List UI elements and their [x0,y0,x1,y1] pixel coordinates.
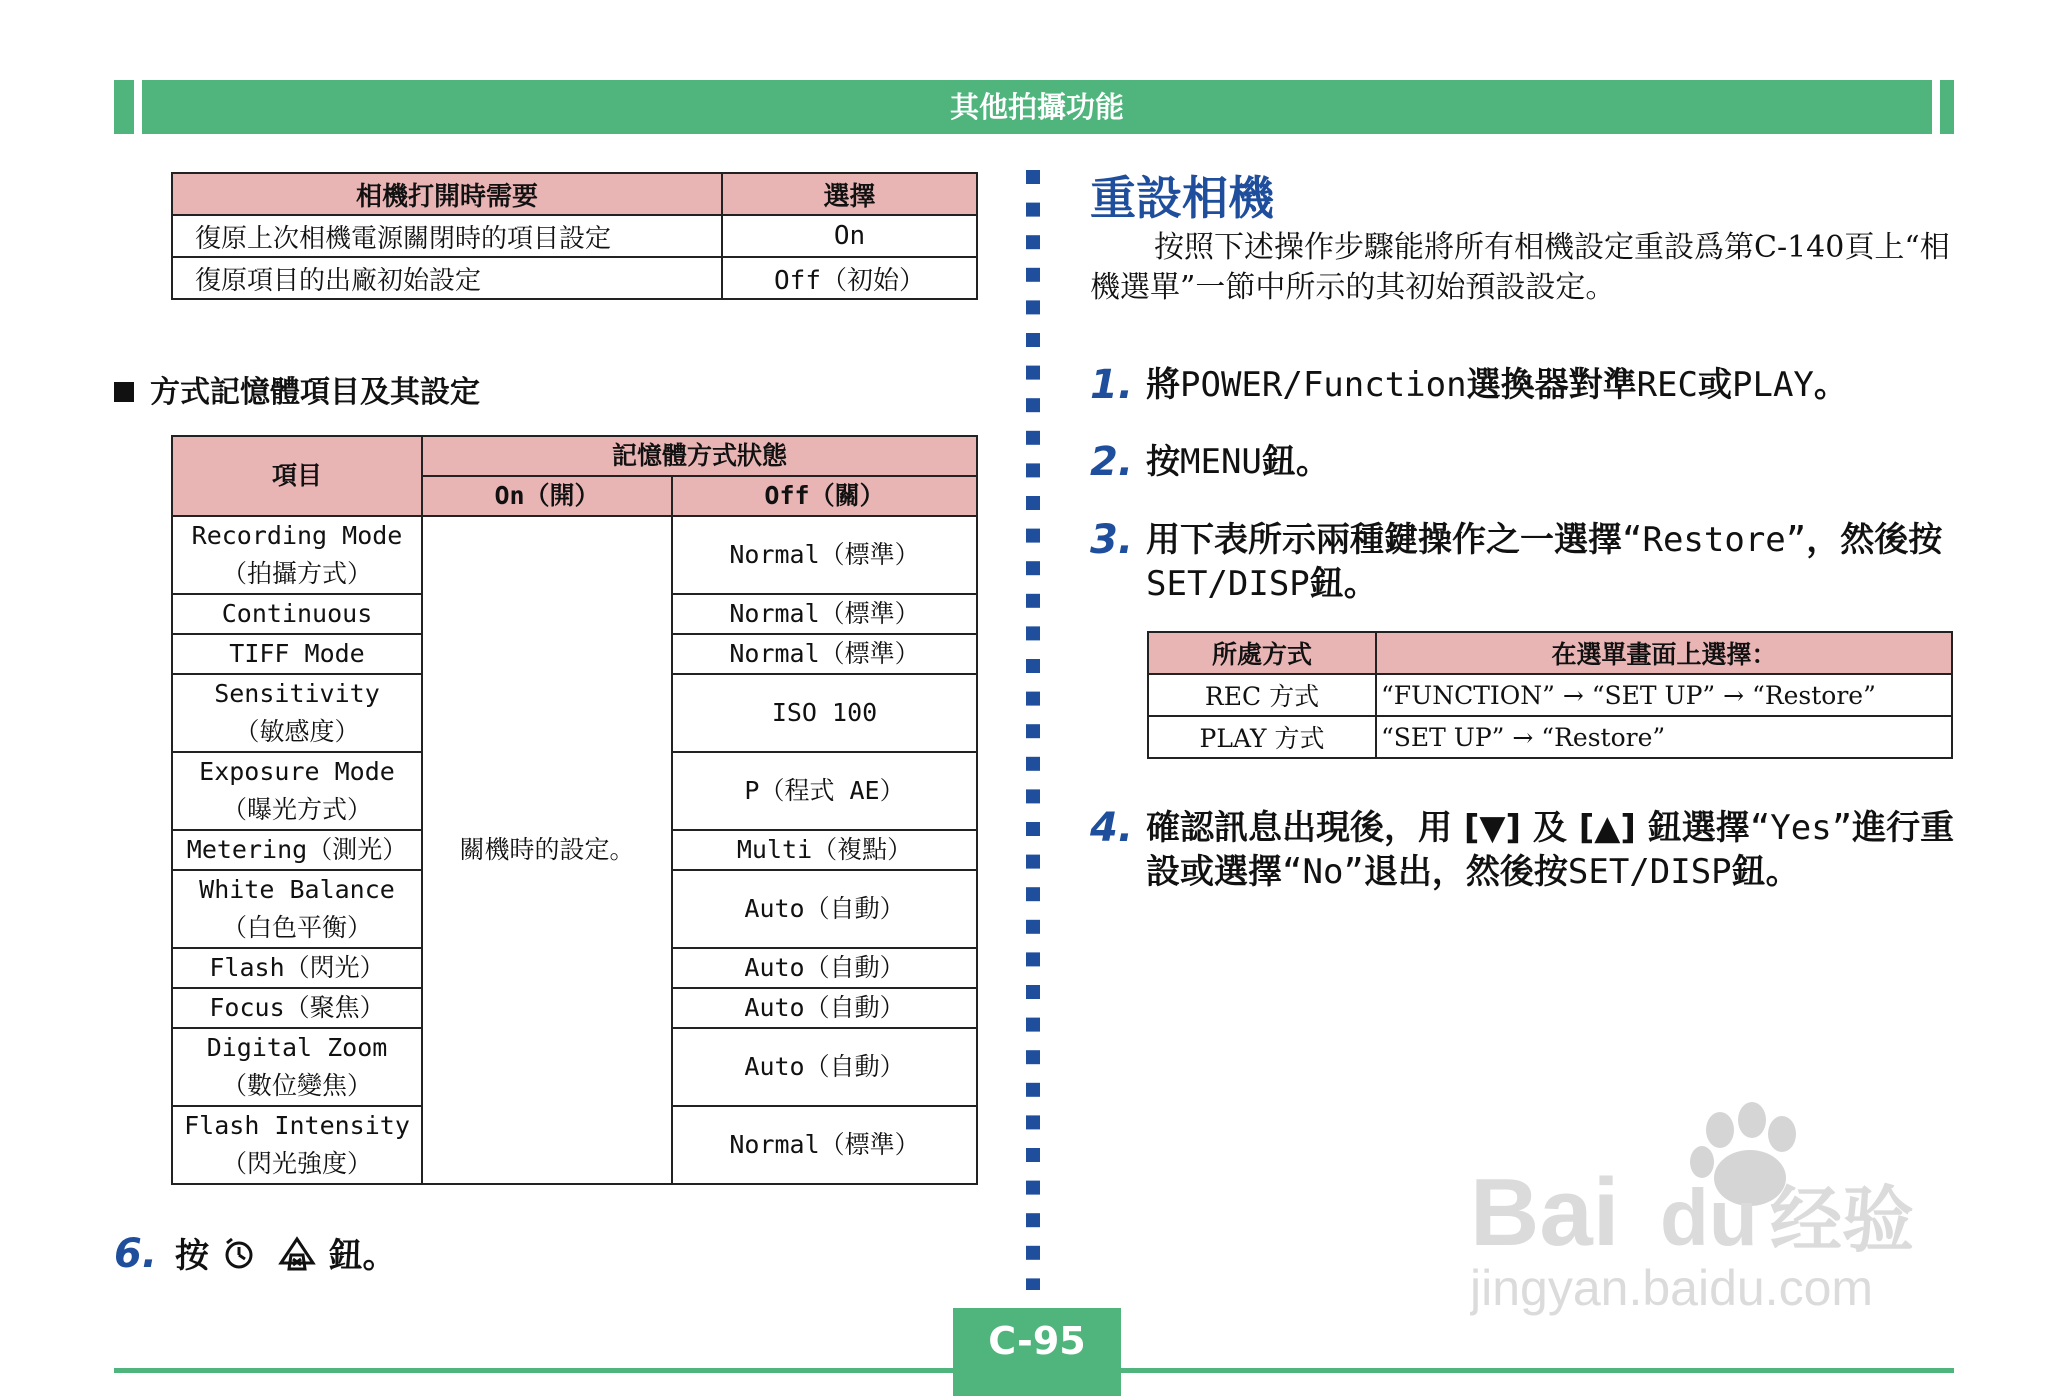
divider-dot [1026,659,1040,673]
section-heading [114,367,480,411]
divider-dot [1026,463,1040,477]
divider-dot [1026,1181,1040,1195]
table-cell: Normal（標準） [672,1106,977,1184]
divider-dot [1026,1083,1040,1097]
page-title: 重設相機 [1090,171,1274,225]
table-cell: Digital Zoom （數位變焦） [172,1028,422,1106]
step-number: 1. [1090,362,1134,408]
table-row [172,215,977,257]
header-title: 其他拍攝功能 [142,80,1932,134]
table-cell: Normal（標準） [672,634,977,674]
table-cell: Recording Mode （拍攝方式） [172,516,422,594]
divider-dot [1026,724,1040,738]
table-cell: Exposure Mode （曝光方式） [172,752,422,830]
watermark-url: jingyan.baidu.com [1470,1260,1874,1316]
divider-dot [1026,692,1040,706]
divider-dot [1026,496,1040,510]
divider-dot [1026,887,1040,901]
table-cell: “FUNCTION” → “SET UP” → “Restore” [1376,674,1952,716]
divider-dot [1026,1278,1040,1290]
divider-dot [1026,952,1040,966]
divider-dot [1026,822,1040,836]
step-text: 按 [175,1236,210,1276]
divider-dot [1026,366,1040,380]
table-cell: White Balance （白色平衡） [172,870,422,948]
table-cell: Auto（自動） [672,870,977,948]
header-left-block [114,80,134,134]
table-cell: PLAY 方式 [1148,716,1376,758]
watermark-brand2: du [1660,1173,1758,1262]
table-cell: Normal（標準） [672,594,977,634]
delete-icon [277,1233,317,1282]
table-cell: TIFF Mode [172,634,422,674]
divider-dot [1026,170,1040,184]
table-row [1148,674,1952,716]
table-cell: Flash（閃光） [172,948,422,988]
table-cell: Auto（自動） [672,988,977,1028]
table-cell: Multi（複點） [672,830,977,870]
table-cell: Sensitivity （敏感度） [172,674,422,752]
table-cell: Off（初始） [722,257,977,299]
table-cell: ISO 100 [672,674,977,752]
power-settings-table [171,172,978,300]
table-cell: Flash Intensity （閃光強度） [172,1106,422,1184]
table-cell: Metering（測光） [172,830,422,870]
divider-dot [1026,985,1040,999]
table-cell: On [722,215,977,257]
divider-dot [1026,203,1040,217]
self-timer-icon [221,1235,257,1280]
divider-dot [1026,757,1040,771]
step-number: 3. [1090,517,1134,563]
divider-dot [1026,561,1040,575]
table-cell: Continuous [172,594,422,634]
step-number: 2. [1090,439,1134,485]
divider-dot [1026,333,1040,347]
step-3: 3. 用下表所示兩種鍵操作之一選擇“Restore”，然後按SET/DISP鈕。 [1090,517,1943,604]
table-header: 選擇 [722,173,977,215]
divider-dot [1026,789,1040,803]
table-header: 在選單畫面上選擇： [1376,632,1952,674]
header-right-block [1940,80,1954,134]
divider-dot [1026,431,1040,445]
table-cell: 復原上次相機電源關閉時的項目設定 [172,215,722,257]
divider-dot [1026,855,1040,869]
table-row [172,516,977,594]
table-cell: “SET UP” → “Restore” [1376,716,1952,758]
watermark-suffix: 经验 [1770,1178,1915,1262]
table-header: 記憶體方式狀態 [422,436,977,476]
step-6 [114,1228,397,1282]
step-number: 6. [114,1231,158,1277]
step-1: 1. 將POWER/Function選換器對準REC或PLAY。 [1090,362,1848,408]
table-header: 項目 [172,436,422,516]
table-row [1148,716,1952,758]
divider-dot [1026,300,1040,314]
divider-dot [1026,1018,1040,1032]
table-cell: Auto（自動） [672,1028,977,1106]
divider-dot [1026,1115,1040,1129]
column-divider [1025,170,1041,1290]
section-heading-text: 方式記憶體項目及其設定 [150,375,480,410]
step-text: 鈕。 [328,1236,397,1276]
divider-dot [1026,1050,1040,1064]
watermark-brand: Bai [1470,1159,1620,1266]
restore-method-table [1147,631,1953,759]
table-cell: Auto（自動） [672,948,977,988]
memory-settings-table [171,435,978,1185]
divider-dot [1026,529,1040,543]
square-bullet-icon [114,382,134,402]
baidu-watermark [1470,1090,1940,1320]
table-row [172,257,977,299]
page-number: C-95 [953,1308,1121,1396]
divider-dot [1026,594,1040,608]
table-cell: 關機時的設定。 [422,516,672,1184]
step-4: 4. 確認訊息出現後，用 [▼] 及 [▲] 鈕選擇“Yes”進行重設或選擇“No”退出，然後按SET/DISP鈕。 [1090,805,1955,892]
divider-dot [1026,1148,1040,1162]
table-header: Off（關） [672,476,977,516]
table-header: On（開） [422,476,672,516]
divider-dot [1026,398,1040,412]
table-cell: REC 方式 [1148,674,1376,716]
intro-paragraph: 按照下述操作步驟能將所有相機設定重設爲第C-140頁上“相機選單”一節中所示的其初始預設設定。 [1090,230,1950,305]
table-header: 所處方式 [1148,632,1376,674]
table-cell: 復原項目的出廠初始設定 [172,257,722,299]
divider-dot [1026,626,1040,640]
step-2: 2. 按MENU鈕。 [1090,439,1330,485]
divider-dot [1026,920,1040,934]
table-cell: Normal（標準） [672,516,977,594]
table-cell: P（程式 AE） [672,752,977,830]
divider-dot [1026,235,1040,249]
table-cell: Focus（聚焦） [172,988,422,1028]
divider-dot [1026,268,1040,282]
step-number: 4. [1090,805,1134,851]
table-header: 相機打開時需要 [172,173,722,215]
divider-dot [1026,1246,1040,1260]
divider-dot [1026,1213,1040,1227]
